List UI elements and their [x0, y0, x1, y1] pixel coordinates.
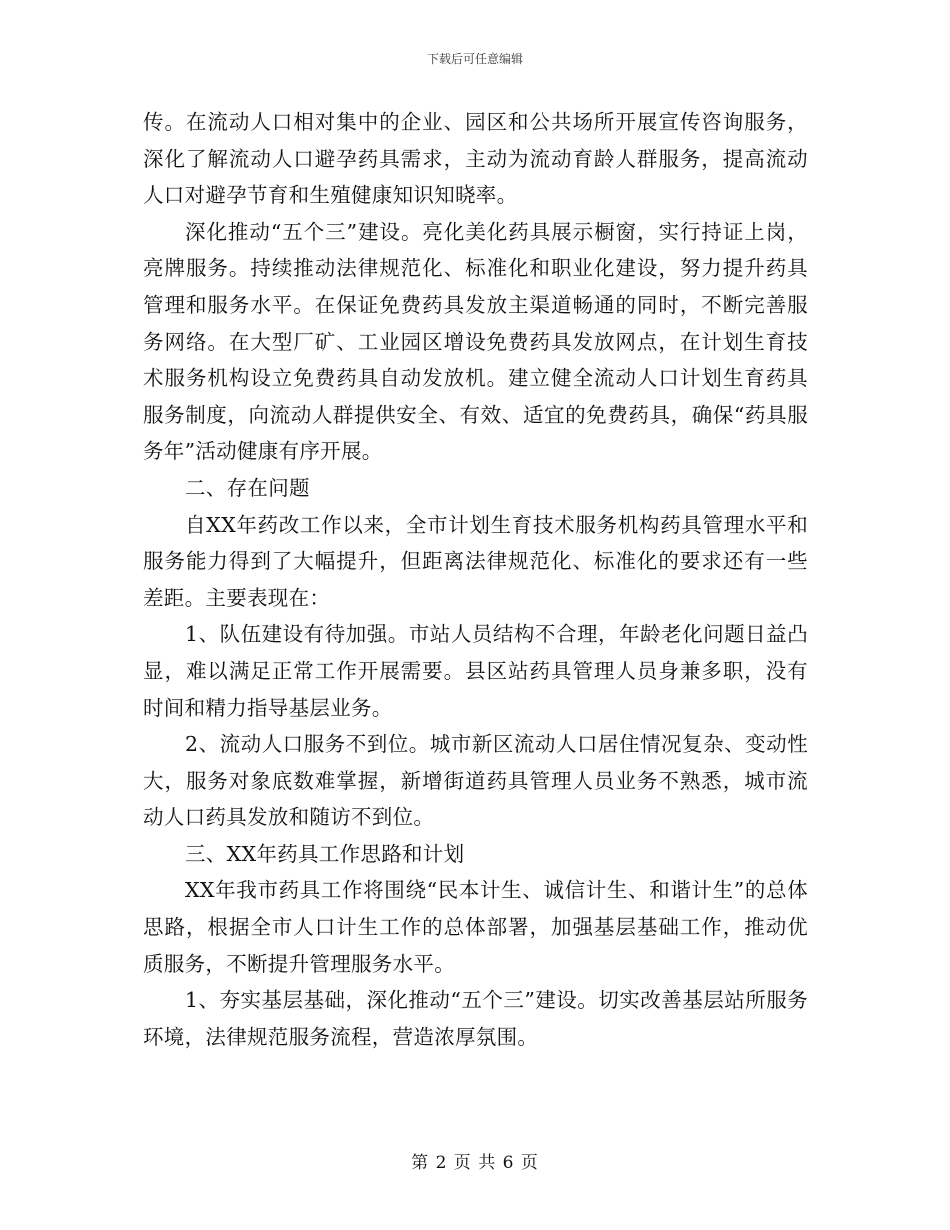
paragraph-4: 1、队伍建设有待加强。市站人员结构不合理，年龄老化问题日益凸显，难以满足正常工作开展需要。县区站药具管理人员身兼多职，没有时间和精力指导基层业务。 [143, 622, 808, 720]
section-heading-plan: 三、XX年药具工作思路和计划 [185, 841, 465, 866]
paragraph-5: 2、流动人口服务不到位。城市新区流动人口居住情况复杂、变动性大，服务对象底数难掌握，新增街道药具管理人员业务不熟悉，城市流动人口药具发放和随访不到位。 [143, 732, 808, 830]
header-note: 下载后可任意编辑 [426, 52, 523, 66]
page-number: 第 2 页 共 6 页 [411, 1153, 539, 1173]
section-heading-problems: 二、存在问题 [185, 475, 310, 500]
paragraph-6: XX年我市药具工作将围绕“民本计生、诚信计生、和谐计生”的总体思路，根据全市人口计生工作的总体部署，加强基层基础工作，推动优质服务，不断提升管理服务水平。 [143, 878, 808, 976]
paragraph-2: 深化推动“五个三”建设。亮化美化药具展示橱窗，实行持证上岗，亮牌服务。持续推动法律规范化、标准化和职业化建设，努力提升药具管理和服务水平。在保证免费药具发放主渠道畅通的同时，不断完善服务网络。在大型厂矿、工业园区增设免费药具发放网点，在计划生育技术服务机构设立免费药具自动发放机。建立健全流动人口计划生育药具服务制度，向流动人群提供安全、有效、适宜的免费药具，确保“药具服务年”活动健康有序开展。 [143, 219, 808, 464]
paragraph-3: 自XX年药改工作以来，全市计划生育技术服务机构药具管理水平和服务能力得到了大幅提升，但距离法律规范化、标准化的要求还有一些差距。主要表现在： [143, 512, 808, 610]
document-body [143, 104, 808, 1055]
paragraph-7: 1、夯实基层基础，深化推动“五个三”建设。切实改善基层站所服务环境，法律规范服务流程，营造浓厚氛围。 [143, 988, 808, 1049]
paragraph-1: 传。在流动人口相对集中的企业、园区和公共场所开展宣传咨询服务，深化了解流动人口避孕药具需求，主动为流动育龄人群服务，提高流动人口对避孕节育和生殖健康知识知晓率。 [143, 110, 808, 208]
